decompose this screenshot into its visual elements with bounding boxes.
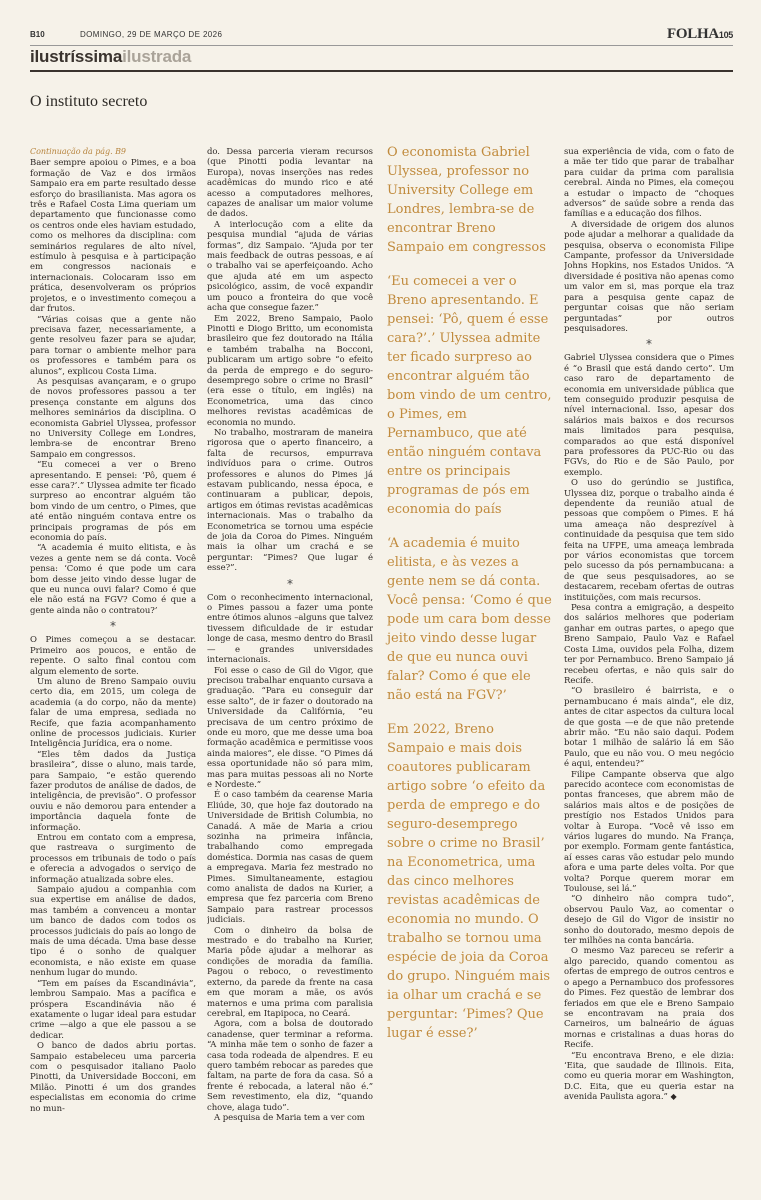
paragraph bbox=[30, 677, 196, 750]
paragraph bbox=[30, 1041, 196, 1114]
section-secondary: ilustrada bbox=[122, 47, 192, 66]
paragraph bbox=[207, 926, 373, 1020]
paragraph-text: sua experiência de vida, com o fato de a mãe ter tido que parar de trabalhar para cuidar da prima com paralisia cerebral. Ainda no Pimes, ela começou a estudar o impacto de “choques adversos” de saúde sobre a renda das famílias e a educação dos filhos. bbox=[564, 147, 734, 220]
paragraph-text: Em 2022, Breno Sampaio, Paolo Pinotti e Diogo Britto, um economista brasileiro que fez doutorado na Itália e também trabalha na Bocconi, publicaram um artigo sobre “o efeito da perda de emprego e do seguro-desemprego sobre o crime no Brasil” (era esse o título, em inglês) na Econometrica, uma das cinco melhores revistas acadêmicas de economia no mundo. bbox=[207, 313, 373, 428]
text-column-4 bbox=[564, 147, 734, 1173]
article-title: O instituto secreto bbox=[30, 93, 148, 110]
paragraph-text: Pesa contra a emigração, a despeito dos salários melhores que poderiam ganhar em outras partes, o apego que Breno Sampaio, Paulo Vaz e Rafael Costa Lima, ouvidos pela Folha, dizem ter por Pernambuco. Breno Sampaio já recebeu ofertas, e não quis sair do Recife. bbox=[564, 603, 734, 686]
paragraph bbox=[564, 603, 734, 686]
paragraph-text: No trabalho, mostraram de maneira rigorosa que o aperto financeiro, a falta de recursos, empurrava indivíduos para o crime. Outros professores e alunos do Pimes já estavam publicando, nessa época, e continuaram a publicar, depois, artigos em ótimas revistas acadêmicas internacionais. Mas o trabalho da Econometrica se tornou uma espécie de joia da Coroa do Pimes. Ninguém mais ia olhar um crachá e se perguntar: “Pimes? Que lugar é esse?”. bbox=[207, 427, 373, 574]
paragraph-text: A diversidade de origem dos alunos pode ajudar a melhorar a qualidade da pesquisa, observa o economista Filipe Campante, professor da Universidade Johns Hopkins, nos Estados Unidos. “A diversidade é positiva não apenas como um valor em si, mas porque ela traz para a pesquisa gente capaz de perguntar coisas que não seriam perguntadas” por outros pesquisadores. bbox=[564, 219, 734, 334]
paragraph-text: “Eles têm dados da Justiça brasileira”, disse o aluno, mais tarde, para Sampaio, “e estão querendo fazer produtos de análise de dados, de inteligência, de previsão”. O professor ouviu e não demorou para entender a importância daquela fonte de informação. bbox=[30, 749, 196, 833]
paragraph bbox=[30, 158, 196, 314]
paragraph bbox=[564, 946, 734, 1050]
paragraph-text: Entrou em contato com a empresa, que rastreava o surgimento de processos em tribunais de todo o país e oferecia a advogados o serviço de informação atualizada sobre eles. bbox=[30, 833, 196, 885]
paragraph bbox=[30, 750, 196, 833]
brand-name: FOLHA bbox=[667, 26, 719, 42]
section-break-asterisk: * bbox=[287, 576, 293, 591]
paragraph-text: Baer sempre apoiou o Pimes, e a boa formação de Vaz e dos irmãos Sampaio era em parte resultado desse esforço do brasilianista. Mas agora os três e Rafael Costa Lima queriam um departamento que funcionasse como os centros onde eles haviam estudado, como os melhores da disciplina: com seminários regulares de alto nível, estímulo à pesquisa e à participação em congressos nacionais e internacionais. Colocaram isso em prática, desenvolveram os próprios projetos, e o investimento começou a dar frutos. bbox=[30, 158, 196, 315]
paragraph bbox=[30, 885, 196, 979]
paragraph-text: O Pimes começou a se destacar. Primeiro aos poucos, e então de repente. O salto final contou com algum elemento de sorte. bbox=[30, 635, 196, 677]
paragraph-text: do. Dessa parceria vieram recursos (que Pinotti podia levantar na Europa), novas inserções nas redes acadêmicas do mundo rico e até acesso a computadores melhores, capazes de analisar um maior volume de dados. bbox=[207, 147, 373, 220]
paragraph bbox=[207, 1019, 373, 1113]
section-primary: ilustríssima bbox=[30, 47, 123, 66]
paragraph bbox=[30, 979, 196, 1041]
paragraph-text: O uso do gerúndio se justifica, Ulyssea diz, porque o trabalho ainda é dependente da reunião atual de pessoas que compõem o Pimes. E há uma ameaça não desprezível à continuidade da pesquisa que tem sido feita na UFPE, uma ameaça lembrada por vários economistas que torcem pelo sucesso da pós pernambucana: a de que seus pesquisadores, ao se destacarem, recebam ofertas de outras instituições, com mais recursos. bbox=[564, 478, 734, 603]
paragraph-text: “Várias coisas que a gente não precisava fazer, necessariamente, a gente resolveu fazer para se ajudar, para tornar o ambiente melhor para os professores e também para os alunos”, explicou Costa Lima. bbox=[30, 314, 196, 377]
section-rule bbox=[30, 70, 733, 72]
paragraph bbox=[207, 1113, 373, 1123]
paragraph-text: O banco de dados abriu portas. Sampaio estabeleceu uma parceria com o pesquisador italiano Paolo Pinotti, da Universidade Bocconi, em Milão. Pinotti é um dos grandes especialistas em economia do crime no mun- bbox=[30, 1041, 196, 1114]
paragraph-text: A pesquisa de Maria tem a ver com bbox=[214, 1112, 365, 1123]
paragraph bbox=[30, 315, 196, 377]
paragraph bbox=[30, 833, 196, 885]
paragraph-text: “Eu comecei a ver o Breno apresentando. E pensei: ‘Pô, quem é esse cara?’.” Ulyssea admite ter ficado surpreso ao encontrar alguém tão bom vindo de um centro, o Pimes, que até então ninguém contava entre os principais programas de pós em economia do país. bbox=[30, 460, 196, 544]
paragraph-text: Com o dinheiro da bolsa de mestrado e do trabalho na Kurier, Maria pôde ajudar a melhorar as condições de moradia da família. Pagou o reboco, o revestimento externo, da parede da frente na casa em que moram a mãe, os avós maternos e uma prima com paralisia cerebral, em Itapipoca, no Ceará. bbox=[207, 925, 373, 1019]
paragraph-text: “A academia é muito elitista, e às vezes a gente nem se dá conta. Você pensa: ‘Como é que pode um cara bom desse jeito vindo desse lugar de que eu nunca ouvi falar? Como é que ele não está na FGV? Como é que a gente ainda não o contratou?’ bbox=[30, 543, 196, 616]
header-rule bbox=[30, 45, 733, 46]
text-column-2 bbox=[207, 147, 373, 1173]
paragraph-text: Gabriel Ulyssea considera que o Pimes é “o Brasil que está dando certo”. Um caso raro de departamento de economia em universidade pública que tem conseguido produzir pesquisa de nível internacional. Isso, apesar dos salários mais baixos e dos recursos mais limitados para pesquisa, comparados ao que está disponível para professores da PUC-Rio ou das FGVs, do Rio e de São Paulo, por exemplo. bbox=[564, 353, 734, 478]
paragraph bbox=[207, 666, 373, 791]
paragraph-text: “Eu encontrava Breno, e ele dizia: ‘Eita, que saudade de Illinois. Eita, como eu queria morar em Washington, D.C. Eita, que eu queria estar na avenida Paulista agora.” bbox=[564, 1050, 734, 1103]
paragraph-text: A interlocução com a elite da pesquisa mundial “ajuda de várias formas”, diz Sampaio. “Ajuda por ter mais feedback de outras pessoas, e aí o trabalho vai se aperfeiçoando. Acho que ajuda até em um aspecto psicológico, assim, de você expandir um pouco a fronteira do que você acha que consegue fazer.” bbox=[207, 219, 373, 314]
pull-quote: ‘Eu comecei a ver o Breno apresentando. E pensei: ‘Pô, quem é esse cara?’.’ Ulyssea admite ter ficado surpreso ao encontrar alguém tão bom vindo de um centro, o Pimes, em Pernambuco, que até então ninguém contava entre os principais programas de pós em economia do país bbox=[387, 274, 552, 517]
paragraph-text: “O brasileiro é bairrista, e o pernambucano é mais ainda”, ele diz, antes de citar aspectos da cultura local de que gosta —e de que não pretende abrir mão. “Eu não saio daqui. Podem botar 1 milhão de salário lá em São Paulo, que eu não vou. O meu negócio é aqui, entendeu?” bbox=[564, 686, 734, 770]
paragraph bbox=[30, 635, 196, 677]
page-header bbox=[30, 28, 733, 42]
pull-quote: O economista Gabriel Ulyssea, professor no University College em Londres, lembra-se de encontrar Breno Sampaio em congressos bbox=[387, 145, 546, 255]
section-break-asterisk: * bbox=[646, 337, 652, 352]
paragraph bbox=[564, 1051, 734, 1103]
pull-quote: ‘A academia é muito elitista, e às vezes a gente nem se dá conta. Você pensa: ‘Como é que pode um cara bom desse jeito vindo desse lugar de que eu nunca ouvi falar? Como é que ele não está na FGV?’ bbox=[387, 536, 552, 703]
paragraph bbox=[564, 353, 734, 478]
paragraph bbox=[564, 686, 734, 769]
paragraph-text: As pesquisas avançaram, e o grupo de novos professores passou a ter presença constante em alguns dos melhores seminários da disciplina. O economista Gabriel Ulyssea, professor no University College em Londres, lembra-se de encontrar Breno Sampaio em congressos. bbox=[30, 376, 196, 460]
paragraph bbox=[564, 147, 734, 220]
paragraph-text: “Tem em países da Escandinávia”, lembrou Sampaio. Mas a pacífica e próspera Escandinávia não é exatamente o lugar ideal para estudar crime —algo a que ele passou a se dedicar. bbox=[30, 978, 196, 1041]
paragraph-text: Foi esse o caso de Gil do Vigor, que precisou trabalhar enquanto cursava a graduação. “Para eu conseguir dar esse salto”, de ir fazer o doutorado na Universidade da Califórnia, “eu precisava de um centro próximo de onde eu moro, que me desse uma boa formação acadêmica e permitisse voos ainda maiores”, ele disse. “O Pimes dá essa oportunidade não só para mim, mas para muitas pessoas ali no Norte e Nordeste.” bbox=[207, 665, 373, 790]
section-title bbox=[30, 47, 191, 67]
brand-suffix: 105 bbox=[718, 30, 733, 40]
paragraph bbox=[30, 460, 196, 543]
paragraph bbox=[207, 428, 373, 574]
paragraph bbox=[564, 478, 734, 603]
page-number: B10 bbox=[30, 30, 45, 39]
paragraph bbox=[207, 593, 373, 666]
paragraph bbox=[564, 894, 734, 946]
paragraph bbox=[564, 770, 734, 895]
pull-quote: Em 2022, Breno Sampaio e mais dois coautores publicaram artigo sobre ‘o efeito da perda de emprego e do seguro-desemprego sobre o crime no Brasil’ na Econometrica, uma das cinco melhores revistas acadêmicas de economia no mundo. O trabalho se tornou uma espécie de joia da Coroa do grupo. Ninguém mais ia olhar um crachá e se perguntar: ‘Pimes? Que lugar é esse?’ bbox=[387, 722, 551, 1041]
paragraph-text: Com o reconhecimento internacional, o Pimes passou a fazer uma ponte entre ótimos alunos –alguns que talvez tivessem dificuldade de ir estudar longe de casa, mesmo dentro do Brasil— e grandes universidades internacionais. bbox=[207, 592, 373, 666]
pull-quote-column bbox=[387, 143, 553, 1058]
continuation-note: Continuação da pág. B9 bbox=[30, 147, 126, 156]
paragraph bbox=[564, 220, 734, 334]
paragraph bbox=[30, 543, 196, 616]
paragraph-text: “O dinheiro não compra tudo”, observou Paulo Vaz, ao comentar o desejo de Gil do Vigor de insistir no sonho do doutorado, mesmo depois de ter milhões na conta bancária. bbox=[564, 894, 734, 947]
paragraph-text: Agora, com a bolsa de doutorado canadense, quer terminar a reforma. “A minha mãe tem o sonho de fazer a casa toda rodeada de alpendres. E eu quero também rebocar as paredes que faltam, na parte de fora da casa. Só a frente é rebocada, a lateral não é.” Sem revestimento, ela diz, “quando chove, alaga tudo”. bbox=[207, 1019, 373, 1113]
end-of-article-icon: ◆ bbox=[670, 1092, 677, 1102]
paragraph-text: Filipe Campante observa que algo parecido acontece com economistas de pontas franceses, que abrem mão de salários mais altos e de posições de prestígio nos Estados Unidos para voltar à Europa. “Você vê isso em vários lugares do mundo. Na França, por exemplo. Formam gente fantástica, aí esses caras vão estudar pelo mundo afora e uma parte deles volta. Por que volta? Porque querem morar em Toulouse, sei lá.” bbox=[564, 769, 734, 895]
paragraph bbox=[207, 220, 373, 314]
paragraph-text: Sampaio ajudou a companhia com sua expertise em análise de dados, mas também a convenceu a montar um banco de dados com todos os processos judiciais do país ao longo de mais de uma década. Uma base desse tipo é o sonho de qualquer economista, e não existe em quase nenhum lugar do mundo. bbox=[30, 885, 196, 979]
section-break-asterisk: * bbox=[110, 619, 116, 634]
paragraph-text: É o caso também da cearense Maria Eliúde, 30, que hoje faz doutorado na Universidade de British Columbia, no Canadá. A mãe de Maria a criou sozinha na primeira infância, trabalhando como empregada doméstica. Dormia nas casas de quem a empregava. Maria fez mestrado no Pimes. Simultaneamente, estagiou como analista de dados na Kurier, a empresa que fez parceria com Breno Sampaio para rastrear processos judiciais. bbox=[207, 790, 373, 926]
newspaper-logo bbox=[667, 26, 733, 43]
paragraph-text: Um aluno de Breno Sampaio ouviu certo dia, em 2015, um colega de academia (a do corpo, não da mente) falar de uma empresa, sediada no Recife, que fazia acompanhamento online de processos judiciais. Kurier Inteligência Jurídica, era o nome. bbox=[30, 676, 196, 750]
text-column-1 bbox=[30, 147, 196, 1173]
paragraph bbox=[207, 314, 373, 428]
paragraph bbox=[207, 790, 373, 925]
paragraph-text: O mesmo Vaz pareceu se referir a algo parecido, quando comentou as ofertas de emprego de outros centros e o apego a Pernambuco dos professores do Pimes. Fez questão de lembrar dos feriados em que ele e Breno Sampaio se encontravam na praia dos Carneiros, um balneário de águas mornas e cristalinas a duas horas do Recife. bbox=[564, 946, 734, 1051]
paragraph bbox=[207, 147, 373, 220]
page-date: DOMINGO, 29 DE MARÇO DE 2026 bbox=[80, 30, 223, 39]
paragraph bbox=[30, 377, 196, 460]
